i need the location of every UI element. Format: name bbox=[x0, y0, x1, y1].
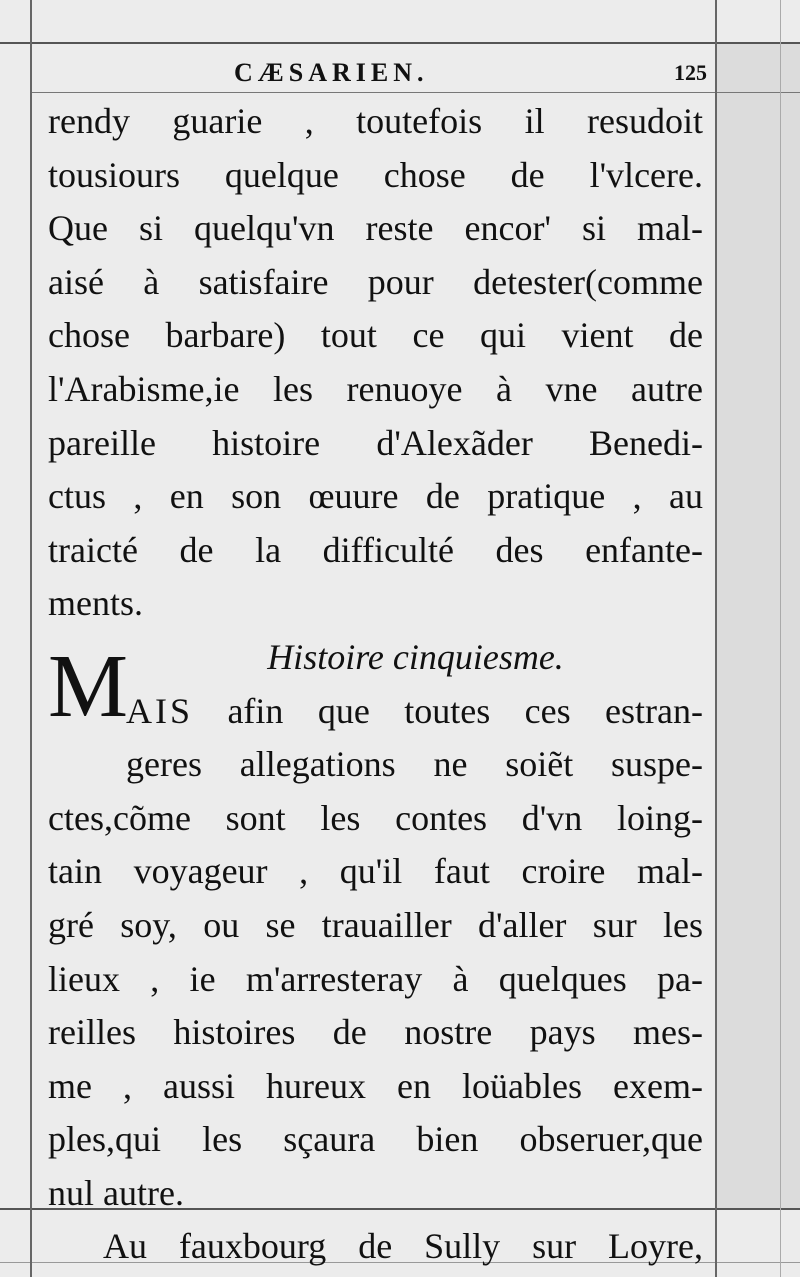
drop-cap: M bbox=[48, 637, 129, 736]
page-header bbox=[48, 52, 713, 92]
text-line: tousiours quelque chose de l'vlcere. bbox=[48, 154, 703, 195]
initial-caps: AIS bbox=[126, 690, 194, 731]
text-line: rendy guarie , toutefois il resudoit bbox=[48, 101, 703, 141]
text-line: tain voyageur , qu'il faut croire mal- bbox=[48, 851, 703, 892]
body-text bbox=[48, 95, 703, 1274]
text-line-rest: afin que toutes ces estran- bbox=[227, 690, 704, 731]
text-line: ples,qui les sçaura bien obseruer,que bbox=[48, 1119, 703, 1160]
frame-line bbox=[0, 42, 800, 44]
frame-line bbox=[715, 0, 717, 1277]
text-line: aisé à satisfaire pour detester(comme bbox=[48, 261, 703, 302]
page-number: 125 bbox=[674, 60, 707, 85]
frame-line bbox=[780, 0, 781, 1277]
text-line: ctus , en son œuure de pratique , au bbox=[48, 476, 703, 517]
text-line: pareille histoire d'Alexãder Benedi- bbox=[48, 422, 703, 463]
text-line: geres allegations ne soiẽt suspe- bbox=[126, 744, 703, 785]
running-head: CÆSARIEN. bbox=[234, 58, 429, 87]
text-line: Que si quelqu'vn reste encor' si mal- bbox=[48, 208, 703, 249]
frame-line bbox=[30, 0, 32, 1277]
adjacent-page-margin bbox=[717, 44, 800, 1208]
text-line: reilles histoires de nostre pays mes- bbox=[48, 1012, 703, 1053]
text-line: ctes,cõme sont les contes d'vn loing- bbox=[48, 797, 703, 838]
text-line-first bbox=[48, 685, 703, 739]
text-line: Au fauxbourg de Sully sur Loyre, bbox=[103, 1226, 703, 1267]
text-line: l'Arabisme,ie les renuoye à vne autre bbox=[48, 368, 703, 409]
header-rule bbox=[30, 92, 800, 93]
text-line: traicté de la difficulté des enfante- bbox=[48, 529, 703, 570]
text-line: lieux , ie m'arresteray à quelques pa- bbox=[48, 958, 703, 999]
text-line: gré soy, ou se trauailler d'aller sur les bbox=[48, 904, 703, 945]
text-line: ments. bbox=[48, 583, 143, 624]
text-line: chose barbare) tout ce qui vient de bbox=[48, 315, 703, 356]
text-line: nul autre. bbox=[48, 1172, 184, 1213]
section-title: Histoire cinquiesme. bbox=[267, 636, 564, 677]
text-line: me , aussi hureux en loüables exem- bbox=[48, 1065, 703, 1106]
